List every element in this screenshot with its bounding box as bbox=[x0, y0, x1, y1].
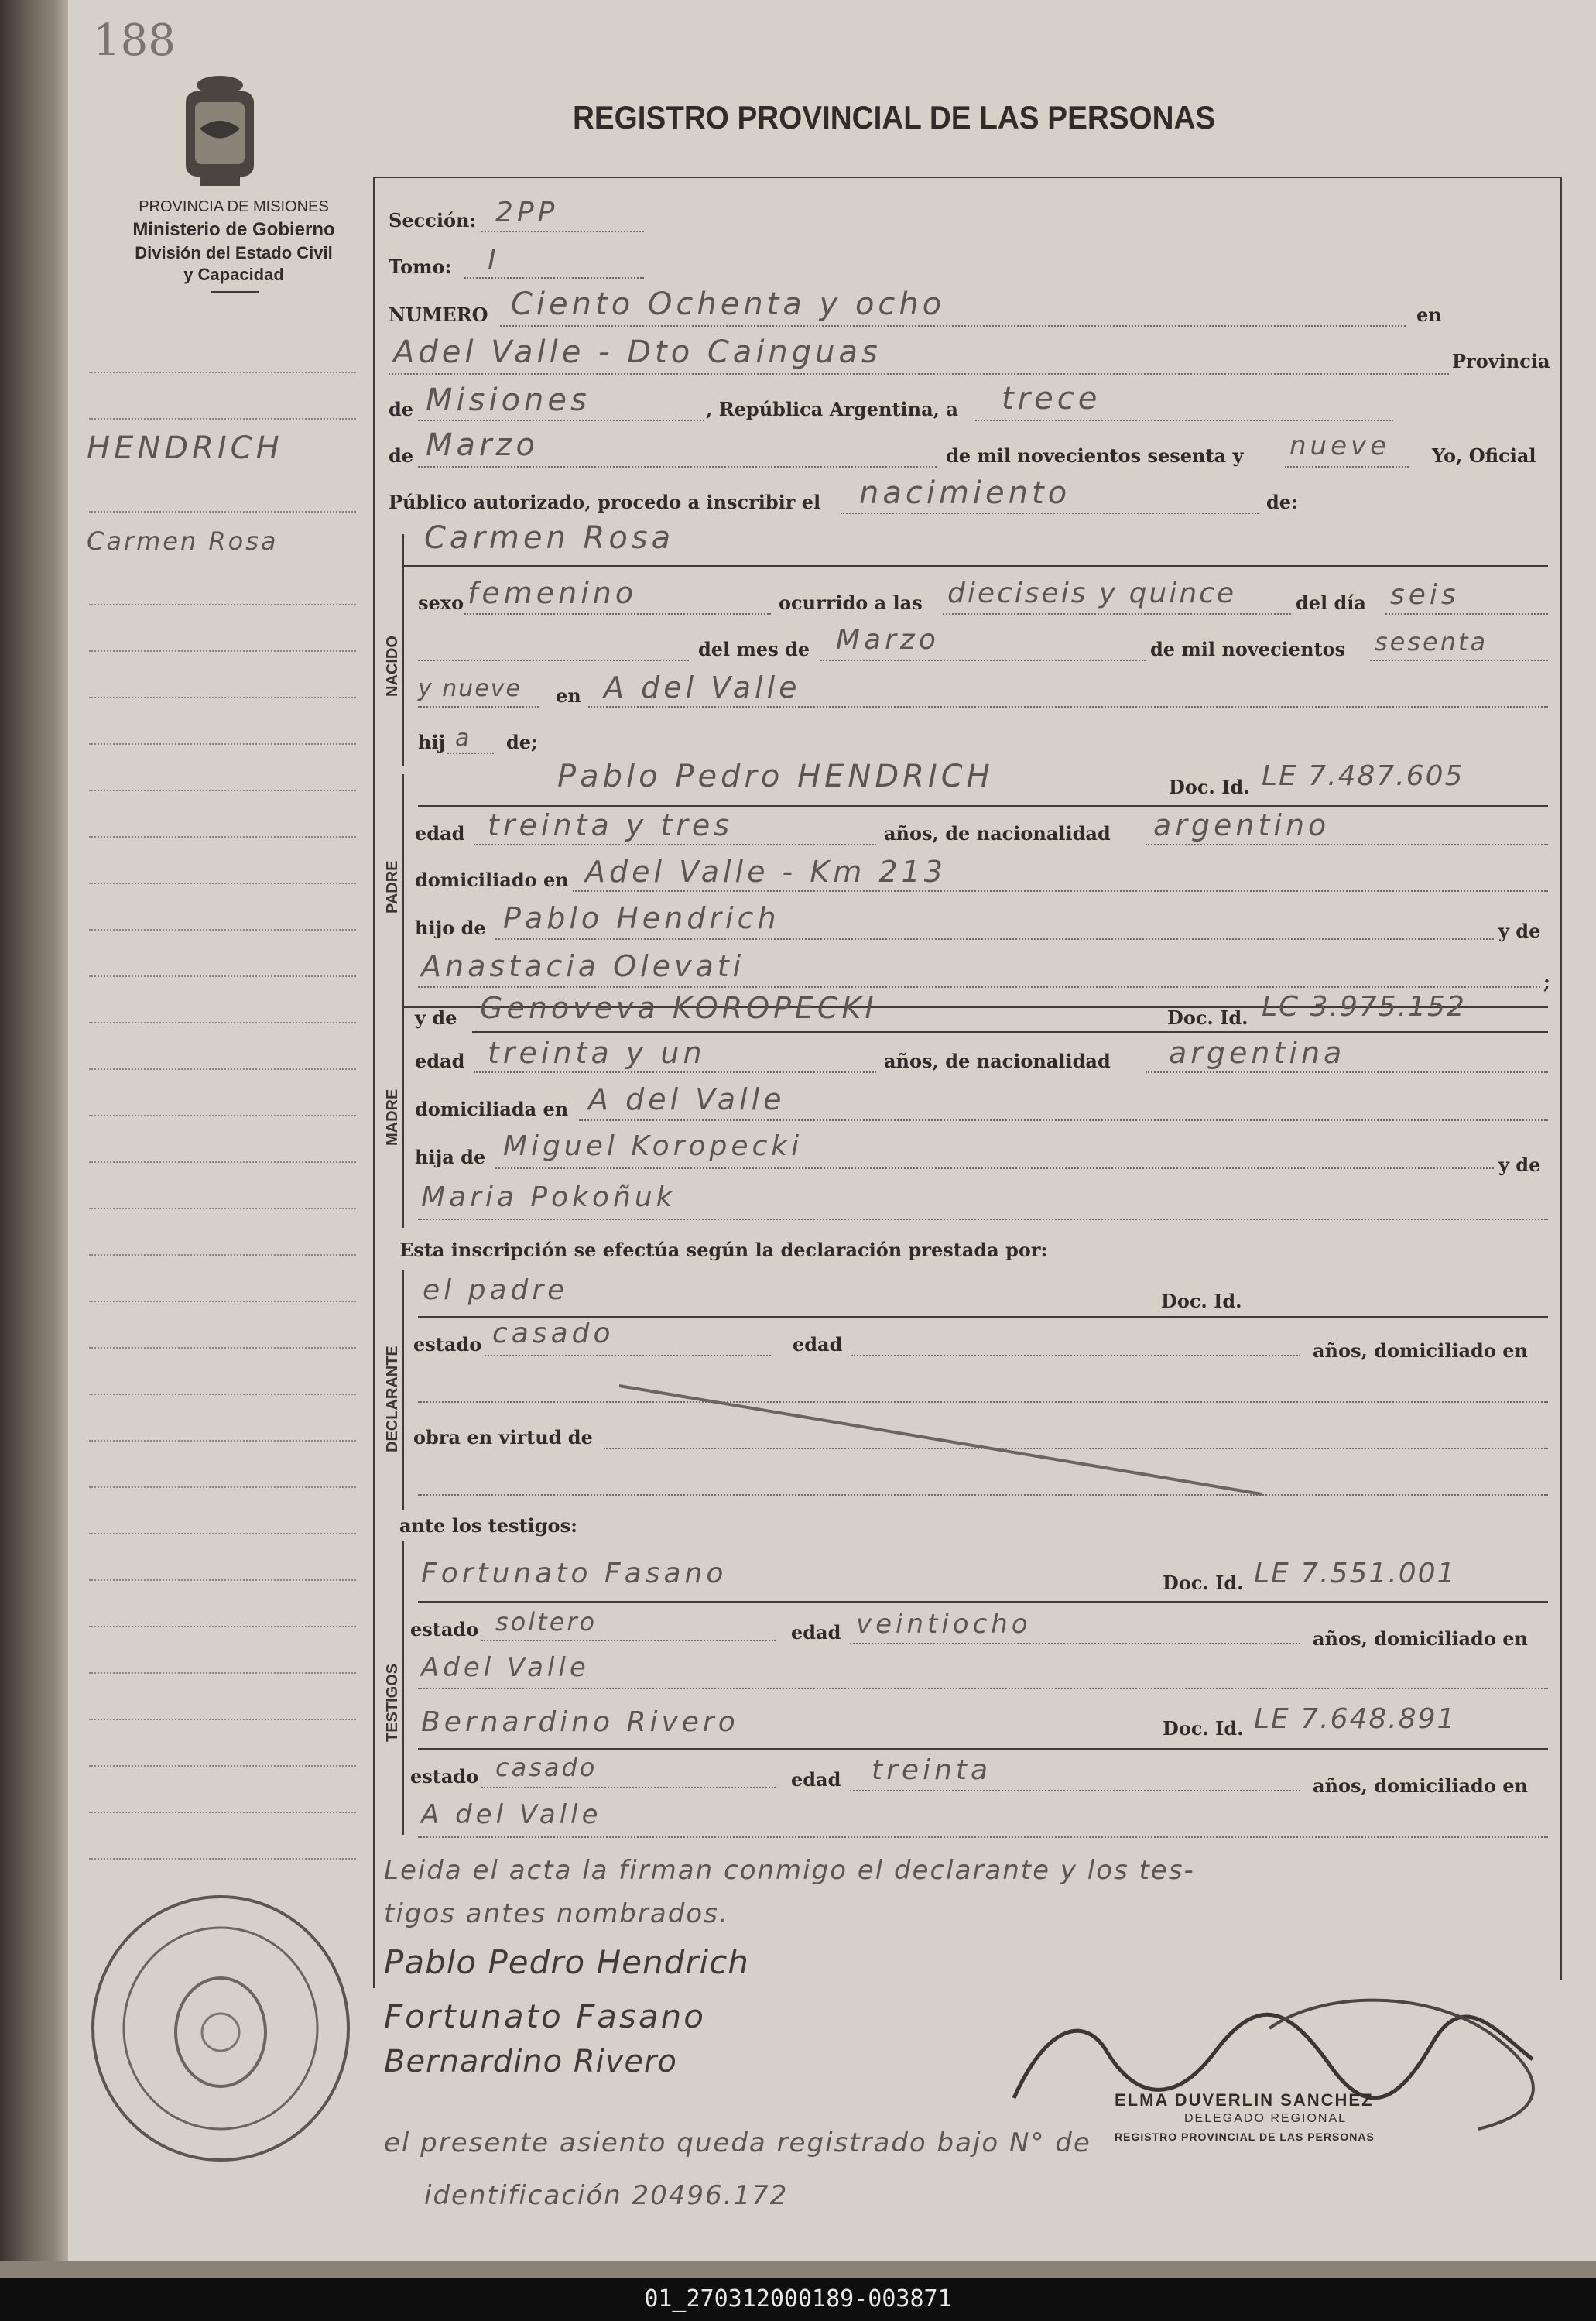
margin-line bbox=[89, 604, 356, 605]
padre-left-line bbox=[402, 774, 404, 1006]
note-line-1: el presente asiento queda registrado bajo N° de bbox=[384, 2127, 1091, 2158]
dots-blank bbox=[418, 660, 689, 661]
label-declaracion: Esta inscripción se efectúa según la declaración prestada por: bbox=[399, 1239, 1048, 1261]
value-numero: Ciento Ochenta y ocho bbox=[511, 286, 946, 322]
label-de: de bbox=[389, 398, 414, 420]
document-title: REGISTRO PROVINCIAL DE LAS PERSONAS bbox=[573, 99, 1216, 135]
label-padre-nac: años, de nacionalidad bbox=[884, 822, 1111, 845]
dots-padre-hijo bbox=[495, 938, 1494, 940]
dots-madre-hija bbox=[495, 1167, 1494, 1169]
value-madre-doc: LC 3.975.152 bbox=[1262, 991, 1466, 1023]
value-sexo: femenino bbox=[467, 576, 638, 610]
margin-line bbox=[89, 418, 356, 420]
label-madre-edad: edad bbox=[415, 1050, 465, 1072]
value-mes-nac: Marzo bbox=[836, 624, 940, 656]
label-en-lugar: en bbox=[556, 684, 581, 707]
label-testigos: ante los testigos: bbox=[399, 1514, 577, 1537]
label-de2: de bbox=[389, 444, 414, 467]
label-de-semi: de; bbox=[506, 731, 538, 753]
frame-top-line bbox=[373, 177, 1562, 178]
dots-numero bbox=[500, 325, 1406, 327]
margin-line bbox=[89, 1579, 356, 1581]
madre-left-line bbox=[402, 1003, 404, 1228]
margin-line bbox=[89, 790, 356, 791]
margin-line bbox=[89, 1254, 356, 1256]
side-label-padre: PADRE bbox=[384, 860, 401, 914]
value-madre-y-de: Maria Pokoñuk bbox=[421, 1181, 676, 1213]
label-madre-nac: años, de nacionalidad bbox=[884, 1050, 1111, 1072]
side-label-declarante: DECLARANTE bbox=[384, 1346, 401, 1452]
dots-padre-dom bbox=[573, 890, 1548, 892]
label-testigo1-estado: estado bbox=[410, 1618, 479, 1640]
value-testigo2-doc: LE 7.648.891 bbox=[1254, 1703, 1457, 1735]
image-caption: 01_270312000189-003871 bbox=[0, 2278, 1596, 2321]
label-testigo1-doc: Doc. Id. bbox=[1163, 1572, 1244, 1594]
page-number: 188 bbox=[93, 15, 176, 66]
closing-line-1: Leida el acta la firman conmigo el declarante y los tes- bbox=[384, 1855, 1195, 1886]
dots-anio bbox=[1285, 466, 1409, 468]
dots-madre-dom bbox=[579, 1119, 1548, 1121]
value-dia: trece bbox=[1002, 381, 1101, 417]
dots-declarante-estado bbox=[485, 1355, 771, 1356]
margin-line bbox=[89, 1161, 356, 1163]
margin-line bbox=[89, 1858, 356, 1860]
value-padre-nombre: Pablo Pedro HENDRICH bbox=[557, 759, 994, 794]
value-anio: nueve bbox=[1289, 430, 1391, 461]
margin-line bbox=[89, 1719, 356, 1720]
margin-line bbox=[89, 743, 356, 745]
value-madre-hija: Miguel Koropecki bbox=[503, 1130, 803, 1162]
book-spine bbox=[0, 0, 68, 2276]
label-ocurrido: ocurrido a las bbox=[779, 591, 923, 614]
dots-declarante-edad bbox=[851, 1355, 1300, 1356]
declarante-left-line bbox=[402, 1270, 404, 1510]
label-madre-y-de: y de bbox=[415, 1006, 457, 1029]
dots-anio-nac bbox=[1370, 660, 1548, 661]
label-padre-y-de: y de bbox=[1498, 920, 1541, 942]
label-de-colon: de: bbox=[1266, 491, 1298, 513]
value-testigo2-estado: casado bbox=[495, 1753, 598, 1782]
side-label-testigos: TESTIGOS bbox=[384, 1663, 401, 1742]
label-semicolon: ; bbox=[1543, 971, 1550, 993]
dots-hij bbox=[447, 753, 494, 754]
dots-lugar bbox=[389, 373, 1449, 375]
dots-padre-edad bbox=[474, 844, 876, 845]
margin-line bbox=[89, 1068, 356, 1070]
dots-tomo bbox=[464, 277, 644, 279]
value-lugar-nac: A del Valle bbox=[604, 670, 801, 705]
value-padre-dom: Adel Valle - Km 213 bbox=[585, 855, 947, 889]
label-hij: hij bbox=[418, 731, 446, 753]
dots-padre-nac bbox=[1146, 844, 1548, 845]
closing-line-2: tigos antes nombrados. bbox=[384, 1898, 729, 1929]
testigo2-name-line bbox=[418, 1748, 1548, 1750]
label-declarante-dom: años, domiciliado en bbox=[1313, 1339, 1528, 1362]
label-padre-edad: edad bbox=[415, 822, 465, 845]
margin-line bbox=[89, 1115, 356, 1116]
dots-madre-edad bbox=[474, 1071, 876, 1073]
label-yo-oficial: Yo, Oficial bbox=[1432, 444, 1536, 467]
label-seccion: Sección: bbox=[389, 209, 477, 231]
margin-line bbox=[89, 511, 356, 513]
value-acto: nacimiento bbox=[859, 475, 1071, 511]
dots-hora bbox=[943, 613, 1291, 615]
label-obra: obra en virtud de bbox=[413, 1426, 593, 1448]
dots-madre-madre bbox=[418, 1219, 1548, 1220]
value-anio-nac2: y nueve bbox=[418, 675, 522, 702]
value-mes: Marzo bbox=[426, 427, 539, 463]
label-declarante-edad: edad bbox=[793, 1333, 843, 1356]
value-declarante-estado: casado bbox=[492, 1318, 615, 1349]
label-republica: , República Argentina, a bbox=[706, 398, 958, 420]
margin-line bbox=[89, 372, 356, 373]
dots-testigo1-dom bbox=[418, 1688, 1548, 1689]
coat-of-arms-emblem bbox=[176, 74, 263, 190]
frame-left-line bbox=[373, 177, 375, 1988]
note-line-2: identificación 20496.172 bbox=[424, 2180, 789, 2211]
margin-line bbox=[89, 1394, 356, 1395]
testigos-left-line bbox=[402, 1541, 404, 1835]
dots-dia-nac bbox=[1385, 613, 1548, 615]
margin-line bbox=[89, 1812, 356, 1813]
official-cargo: DELEGADO REGIONAL bbox=[1184, 2112, 1348, 2125]
label-declarante-estado: estado bbox=[413, 1333, 482, 1356]
label-del-dia: del día bbox=[1296, 591, 1366, 614]
value-testigo1-edad: veintiocho bbox=[856, 1609, 1032, 1640]
frame-right-line bbox=[1560, 177, 1562, 1980]
value-testigo1-dom: Adel Valle bbox=[421, 1652, 590, 1683]
label-publico: Público autorizado, procedo a inscribir el bbox=[389, 491, 821, 513]
dots-testigo1-edad bbox=[850, 1643, 1300, 1644]
issuer-underline bbox=[211, 291, 259, 293]
label-provincia: Provincia bbox=[1452, 350, 1550, 372]
value-testigo2-nombre: Bernardino Rivero bbox=[421, 1706, 739, 1738]
value-testigo1-estado: soltero bbox=[495, 1607, 598, 1637]
testigo1-name-line bbox=[418, 1601, 1548, 1603]
label-padre-hijo: hijo de bbox=[415, 917, 486, 939]
label-padre-dom: domiciliado en bbox=[415, 869, 569, 891]
dots-testigo2-edad bbox=[850, 1790, 1300, 1791]
margin-line bbox=[89, 1347, 356, 1349]
dots-lugar-nac bbox=[588, 706, 1548, 708]
value-madre-dom: A del Valle bbox=[588, 1082, 786, 1116]
label-en: en bbox=[1416, 303, 1442, 326]
dots-seccion bbox=[481, 231, 644, 232]
official-registry: REGISTRO PROVINCIAL DE LAS PERSONAS bbox=[1115, 2131, 1375, 2143]
value-en-lugar: Adel Valle - Dto Cainguas bbox=[393, 334, 882, 370]
dots-testigo2-dom bbox=[418, 1836, 1548, 1838]
label-testigo1-edad: edad bbox=[791, 1621, 841, 1644]
value-seccion: 2PP bbox=[495, 197, 559, 228]
dots-testigo2-estado bbox=[481, 1787, 776, 1788]
value-anio-nac: sesenta bbox=[1375, 627, 1488, 657]
margin-line bbox=[89, 1672, 356, 1674]
madre-name-line bbox=[472, 1031, 1548, 1033]
dots-mes bbox=[418, 466, 937, 468]
margin-line bbox=[89, 836, 356, 838]
label-del-mes: del mes de bbox=[698, 638, 810, 660]
label-madre-doc: Doc. Id. bbox=[1167, 1006, 1248, 1029]
dots-padre-madre bbox=[418, 986, 1540, 988]
signature-padre: Pablo Pedro Hendrich bbox=[384, 1943, 749, 1981]
margin-given-names: Carmen Rosa bbox=[87, 526, 279, 556]
side-label-nacido: NACIDO bbox=[384, 636, 401, 697]
value-nombre: Carmen Rosa bbox=[424, 520, 675, 556]
value-hij: a bbox=[455, 725, 474, 752]
margin-line bbox=[89, 1533, 356, 1534]
label-mil-novecientos: de mil novecientos bbox=[1150, 638, 1346, 660]
value-padre-nac: argentino bbox=[1153, 808, 1331, 842]
strike-line bbox=[611, 1378, 1269, 1502]
official-name: ELMA DUVERLIN SANCHEZ bbox=[1115, 2090, 1374, 2110]
value-padre-y-de: Anastacia Olevati bbox=[421, 949, 745, 983]
label-testigo2-edad: edad bbox=[791, 1768, 841, 1791]
value-padre-doc: LE 7.487.605 bbox=[1262, 760, 1464, 792]
value-madre-nombre: Genoveva KOROPECKI bbox=[480, 991, 878, 1025]
label-testigo2-dom: años, domiciliado en bbox=[1313, 1774, 1528, 1797]
label-testigo2-estado: estado bbox=[410, 1765, 479, 1788]
margin-line bbox=[89, 1440, 356, 1442]
issuer-ministry: Ministerio de Gobierno bbox=[132, 219, 335, 240]
value-madre-edad: treinta y un bbox=[488, 1036, 706, 1070]
value-declarante-por: el padre bbox=[423, 1274, 569, 1306]
dots-acto bbox=[841, 513, 1259, 514]
label-tomo: Tomo: bbox=[389, 255, 452, 278]
dots-anio-nac2 bbox=[418, 706, 539, 708]
margin-line bbox=[89, 883, 356, 884]
margin-surname: HENDRICH bbox=[87, 430, 283, 466]
value-testigo1-doc: LE 7.551.001 bbox=[1254, 1558, 1457, 1589]
margin-line bbox=[89, 975, 356, 977]
issuer-capacity: y Capacidad bbox=[183, 265, 284, 284]
dots-testigo1-estado bbox=[481, 1640, 776, 1641]
value-testigo2-dom: A del Valle bbox=[421, 1799, 602, 1830]
side-label-madre: MADRE bbox=[384, 1089, 401, 1146]
padre-name-line bbox=[418, 805, 1548, 807]
label-madre-dom: domiciliada en bbox=[415, 1098, 569, 1120]
circular-seal bbox=[85, 1889, 356, 2168]
label-numero: NUMERO bbox=[389, 303, 488, 326]
margin-line bbox=[89, 650, 356, 652]
label-madre-y-de2: y de bbox=[1498, 1154, 1541, 1176]
value-tomo: I bbox=[488, 245, 500, 276]
dots-mes-nac bbox=[820, 660, 1146, 661]
margin-line bbox=[89, 1626, 356, 1627]
signature-testigo1: Fortunato Fasano bbox=[384, 1997, 706, 2035]
label-sexo: sexo bbox=[418, 591, 464, 614]
margin-line bbox=[89, 929, 356, 931]
value-testigo1-nombre: Fortunato Fasano bbox=[421, 1558, 728, 1589]
dots-madre-nac bbox=[1146, 1071, 1548, 1073]
margin-line bbox=[89, 1765, 356, 1767]
label-declarante-doc: Doc. Id. bbox=[1161, 1290, 1242, 1312]
value-provincia: Misiones bbox=[426, 382, 591, 418]
value-dia-nac: seis bbox=[1390, 579, 1460, 611]
value-testigo2-edad: treinta bbox=[872, 1754, 992, 1786]
value-madre-nac: argentina bbox=[1169, 1036, 1346, 1070]
nacido-top-line bbox=[402, 565, 1548, 567]
dots-sexo bbox=[464, 613, 771, 615]
signature-testigo2: Bernardino Rivero bbox=[384, 2044, 677, 2079]
label-madre-hija: hija de bbox=[415, 1146, 486, 1168]
label-padre-doc: Doc. Id. bbox=[1169, 776, 1250, 798]
nacido-left-line bbox=[402, 534, 404, 766]
margin-line bbox=[89, 1301, 356, 1302]
dots-provincia bbox=[418, 420, 704, 421]
value-padre-edad: treinta y tres bbox=[488, 808, 734, 842]
margin-line bbox=[89, 1208, 356, 1209]
page-edge bbox=[0, 2261, 1596, 2278]
label-testigo1-dom: años, domiciliado en bbox=[1313, 1627, 1528, 1650]
value-padre-hijo: Pablo Hendrich bbox=[503, 901, 780, 935]
dots-dia bbox=[975, 420, 1393, 421]
value-hora: dieciseis y quince bbox=[947, 578, 1237, 609]
margin-line bbox=[89, 1022, 356, 1023]
margin-line bbox=[89, 1486, 356, 1488]
issuer-province: PROVINCIA DE MISIONES bbox=[139, 198, 329, 215]
margin-line bbox=[89, 697, 356, 698]
label-testigo2-doc: Doc. Id. bbox=[1163, 1717, 1244, 1740]
issuer-division: División del Estado Civil bbox=[135, 243, 333, 262]
label-mil-sesenta: de mil novecientos sesenta y bbox=[946, 444, 1244, 467]
